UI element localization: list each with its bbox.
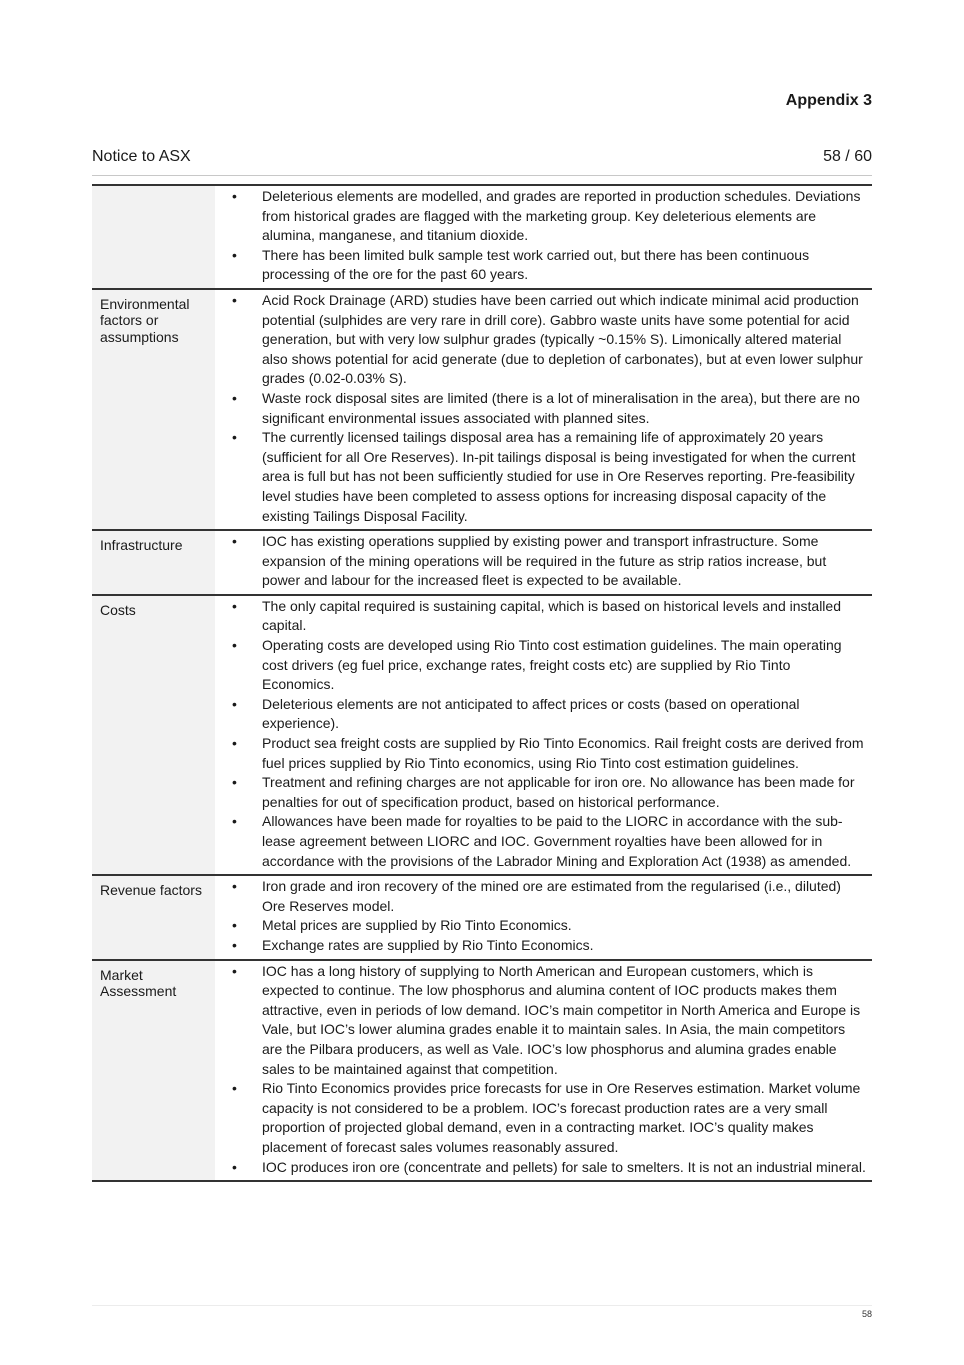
row-content [215,875,872,959]
appendix-heading: Appendix 3 [785,92,872,109]
bullet-icon: • [232,637,237,654]
bullet-text: Metal prices are supplied by Rio Tinto Economics. [262,917,572,934]
row-label: Environmental factors or assumptions [92,289,215,530]
bullet-text: Deleterious elements are not anticipated to affect prices or costs (based on operational experience). [262,695,800,732]
footer-page-number: 58 [861,1309,872,1319]
table-row [92,185,872,289]
table-row [92,960,872,1182]
bullet-list [215,877,866,955]
bullet-text: Iron grade and iron recovery of the mined ore are estimated from the regularised (i.e., diluted) Ore Reserves model. [262,878,841,914]
document-title: Notice to ASX [92,148,191,165]
list-item [215,636,866,695]
bullet-text: Waste rock disposal sites are limited (there is a lot of mineralisation in the area), but there are no significant environmental issues associated with planned sites. [262,389,860,426]
bullet-text: There has been limited bulk sample test work carried out, but there has been continuous processing of the ore for the past 60 years. [262,246,810,283]
bullet-icon: • [232,291,237,308]
list-item [215,389,866,428]
table-row [92,595,872,875]
row-content [215,960,872,1182]
bullet-text: Product sea freight costs are supplied by Rio Tinto Economics. Rail freight costs are derived from fuel prices supplied by Rio Tinto economics, using Rio Tinto cost estimation guidelines. [262,735,864,771]
table-row [92,530,872,595]
list-item [215,597,866,636]
bullet-icon: • [232,962,237,979]
header-divider [92,175,872,176]
bullet-list [215,962,866,1178]
list-item [215,936,866,956]
bullet-text: Treatment and refining charges are not applicable for iron ore. No allowance has been made for penalties for out of specification product, based on historical performance. [262,774,855,810]
table-row [92,875,872,959]
list-item [215,428,866,526]
list-item [215,695,866,734]
bullet-icon: • [232,597,237,614]
bullet-icon: • [232,735,237,752]
bullet-list [215,597,866,871]
row-label: Infrastructure [92,530,215,595]
bullet-list [215,291,866,526]
page-indicator: 58 / 60 [823,148,872,165]
bullet-icon: • [232,246,237,263]
bullet-icon: • [232,774,237,791]
bullet-text: The only capital required is sustaining capital, which is based on historical levels and installed capital. [262,597,841,634]
list-item [215,187,866,246]
list-item [215,291,866,389]
bullet-list [215,532,866,591]
list-item [215,734,866,773]
bullet-icon: • [232,1080,237,1097]
bullet-text: Allowances have been made for royalties to be paid to the LIORC in accordance with the sub-lease agreement between LIORC and IOC. Government royalties have been allowed for in accordance with the provisions of the Labrador Mining and Exploration Act (1938) as amended. [262,813,852,869]
list-item [215,877,866,916]
bullet-list [215,187,866,285]
bullet-text: Deleterious elements are modelled, and grades are reported in production schedules. Deviations from historical grades are flagged with the marketing group. Key deleterious elements are alumina, manganese, and titanium dioxide. [262,188,861,244]
bullet-icon: • [232,878,237,895]
bullet-text: Operating costs are developed using Rio Tinto cost estimation guidelines. The main operating cost drivers (eg fuel price, exchange rates, freight costs etc) are supplied by Rio Tinto Economics. [262,637,842,693]
row-content [215,185,872,289]
bullet-text: IOC has a long history of supplying to North American and European customers, which is expected to continue. The low phosphorus and alumina content of IOC products makes them attractive, even in periods of low demand. IOC’s main competitor in North America and Europe is Vale, but IOC’s lower alumina grades enable it to maintain sales. In Asia, the main competitors are the Pilbara producers, as well as Vale. IOC’s low phosphorus and alumina grades enable sales to be maintained against that competition. [262,962,861,1077]
row-content [215,595,872,875]
list-item [215,962,866,1080]
list-item [215,1158,866,1178]
list-item [215,246,866,285]
bullet-text: The currently licensed tailings disposal area has a remaining life of approximately 20 years (sufficient for all Ore Reserves). In-pit tailings disposal is being investigated for when the current area is full but has not been sufficiently studied for use in Ore Reserves reporting. Pre-feasibility level studies have been completed to assess options for increasing disposal capacity of the existing Tailings Disposal Facility. [262,429,856,524]
row-label [92,185,215,289]
bullet-icon: • [232,695,237,712]
bullet-text: IOC has existing operations supplied by existing power and transport infrastructure. Some expansion of the mining operations will be required in the future as strip ratios increase, but power and labour for the increased fleet is expected to be available. [262,533,827,589]
bullet-icon: • [232,429,237,446]
bullet-text: Rio Tinto Economics provides price forecasts for use in Ore Reserves estimation. Market volume capacity is not considered to be a problem. IOC’s forecast production rates are a very small proportion of projected global demand, even in a contracting market. IOC’s quality makes placement of forecast sales volumes reasonably assured. [262,1080,861,1155]
criteria-table-body [92,185,872,1181]
list-item [215,1079,866,1157]
list-item [215,532,866,591]
table-row [92,289,872,530]
bullet-icon: • [232,389,237,406]
row-content [215,289,872,530]
list-item [215,916,866,936]
bullet-icon: • [232,917,237,934]
bullet-icon: • [232,813,237,830]
bullet-icon: • [232,936,237,953]
list-item [215,773,866,812]
bullet-text: IOC produces iron ore (concentrate and pellets) for sale to smelters. It is not an industrial mineral. [262,1158,866,1175]
row-label: Revenue factors [92,875,215,959]
bullet-text: Exchange rates are supplied by Rio Tinto Economics. [262,936,594,953]
row-label: Costs [92,595,215,875]
footer-divider [92,1305,872,1306]
row-label: Market Assessment [92,960,215,1182]
bullet-text: Acid Rock Drainage (ARD) studies have been carried out which indicate minimal acid production potential (sulphides are very rare in drill core). Gabbro waste units have some potential for acid generation, but with very low sulphur grades (typically ~0.15% S). Limonically altered material also shows potential for acid generate (due to depletion of carbonates), but at even lower sulphur grades (0.02-0.03% S). [262,291,863,387]
bullet-icon: • [232,533,237,550]
list-item [215,812,866,871]
criteria-table [92,184,872,1182]
row-content [215,530,872,595]
bullet-icon: • [232,1158,237,1175]
bullet-icon: • [232,188,237,204]
